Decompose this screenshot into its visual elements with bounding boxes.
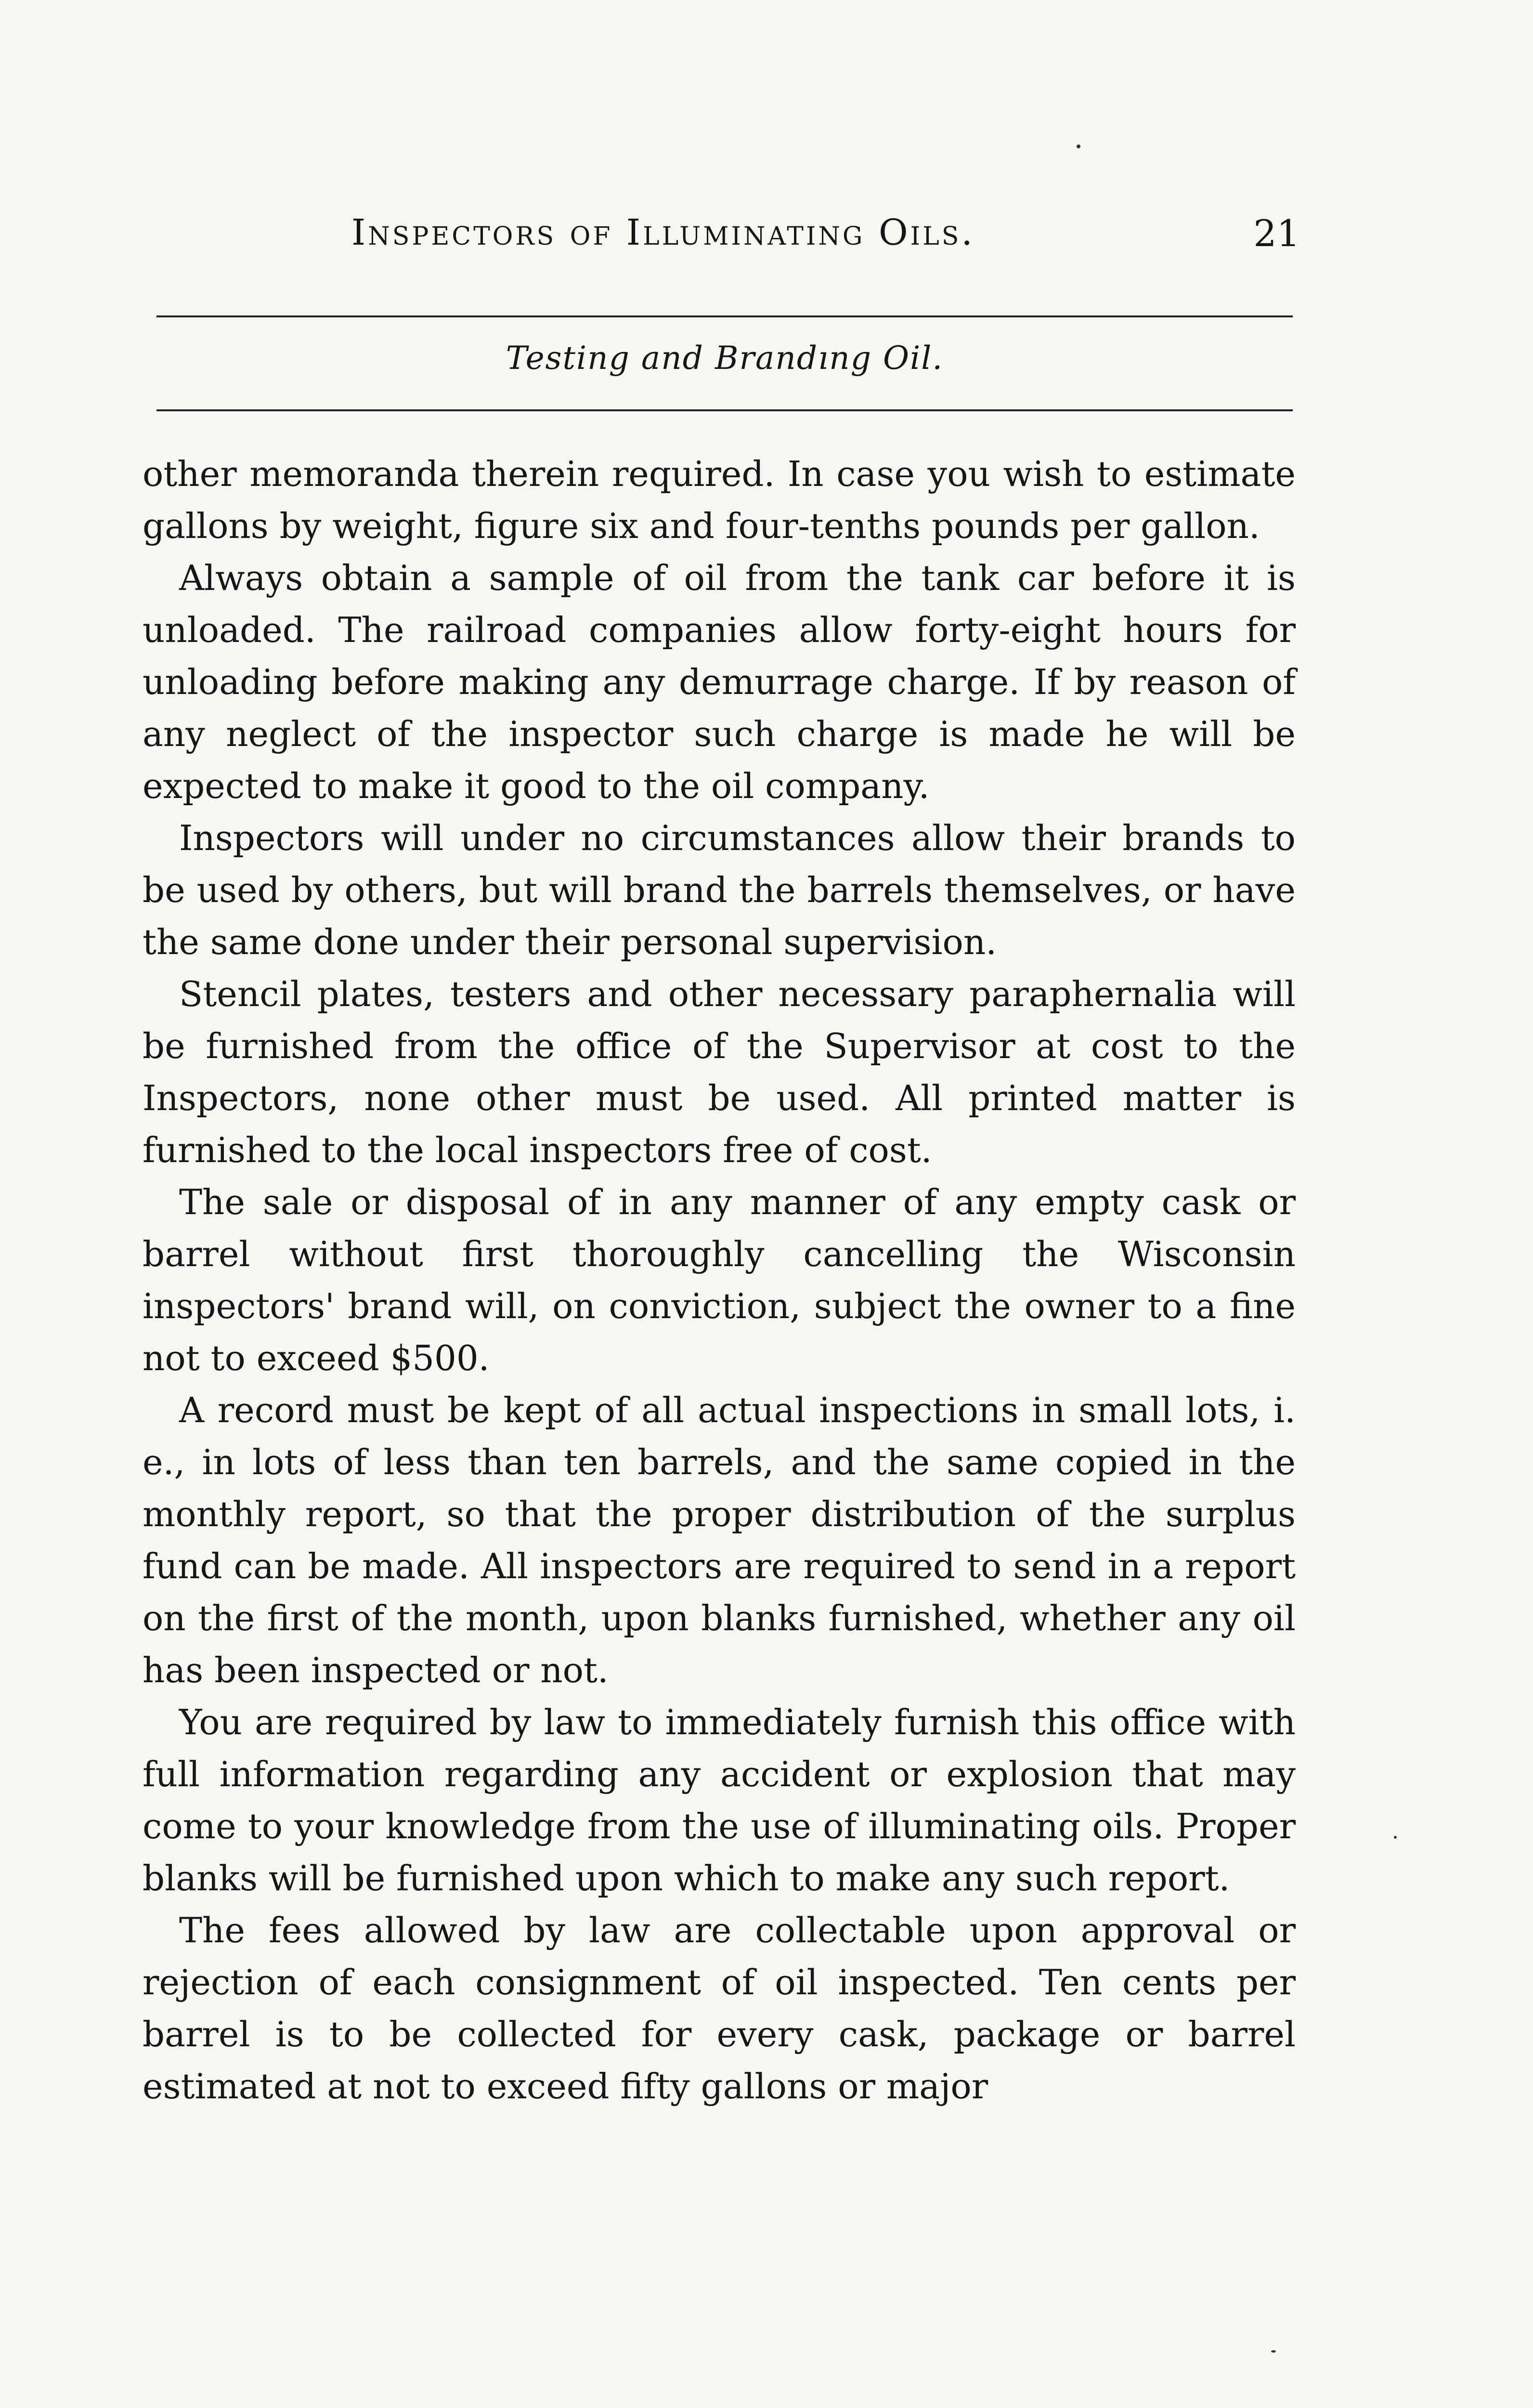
body-text [143,448,1296,2112]
paragraph-fees: The fees allowed by law are collectable upon approval or rejection of each consignment of oil inspected. Ten cents per barrel is to be collected for every cask, package or barrel estimated at not to exceed fifty gallons or major [143,1910,1296,2107]
running-title: Inspectors of Illuminating Oils. [351,212,975,253]
paragraph-stencil: Stencil plates, testers and other necessary paraphernalia will be furnished from the office of the Supervisor at cost to the Inspectors, none other must be used. All printed matter is furnished to the local inspectors free of cost. [143,974,1296,1170]
page-number: 21 [1253,212,1300,255]
paragraph-accident: You are required by law to immediately furnish this office with full information regarding any accident or explosion that may come to your knowledge from the use of illuminating oils. Proper blanks will be furnished upon which to make any such report. [143,1702,1296,1898]
paragraph-continuation: other memoranda therein required. In case you wish to estimate gallons by weight, figure six and four-tenths pounds per gallon. [143,454,1296,546]
paragraph-brands: Inspectors will under no circumstances allow their brands to be used by others, but will brand the barrels themselves, or have the same done under their personal supervision. [143,818,1296,962]
paragraph-sample: Always obtain a sample of oil from the tank car before it is unloaded. The railroad companies allow forty-eight hours for unloading before making any demurrage charge. If by reason of any neglect of the inspector such charge is made he will be expected to make it good to the oil company. [143,558,1296,806]
paragraph-record: A record must be kept of all actual inspections in small lots, i. e., in lots of less than ten barrels, and the same copied in the monthly report, so that the proper distribution of the surplus fund can be made. All inspectors are required to send in a report on the first of the month, upon blanks furnished, whether any oil has been inspected or not. [143,1390,1296,1690]
header-rule-top [156,315,1293,317]
ink-speck [1394,1836,1397,1839]
header-rule-bottom [156,409,1293,411]
section-title: Testing and Brandıng Oil. [506,340,944,377]
running-head [144,212,1300,270]
ink-speck [1271,2350,1276,2353]
ink-speck [1077,144,1080,148]
paragraph-sale: The sale or disposal of in any manner of any empty cask or barrel without first thoroughly cancelling the Wisconsin inspectors' brand will, on conviction, subject the owner to a fine not to exceed $500. [143,1182,1296,1378]
